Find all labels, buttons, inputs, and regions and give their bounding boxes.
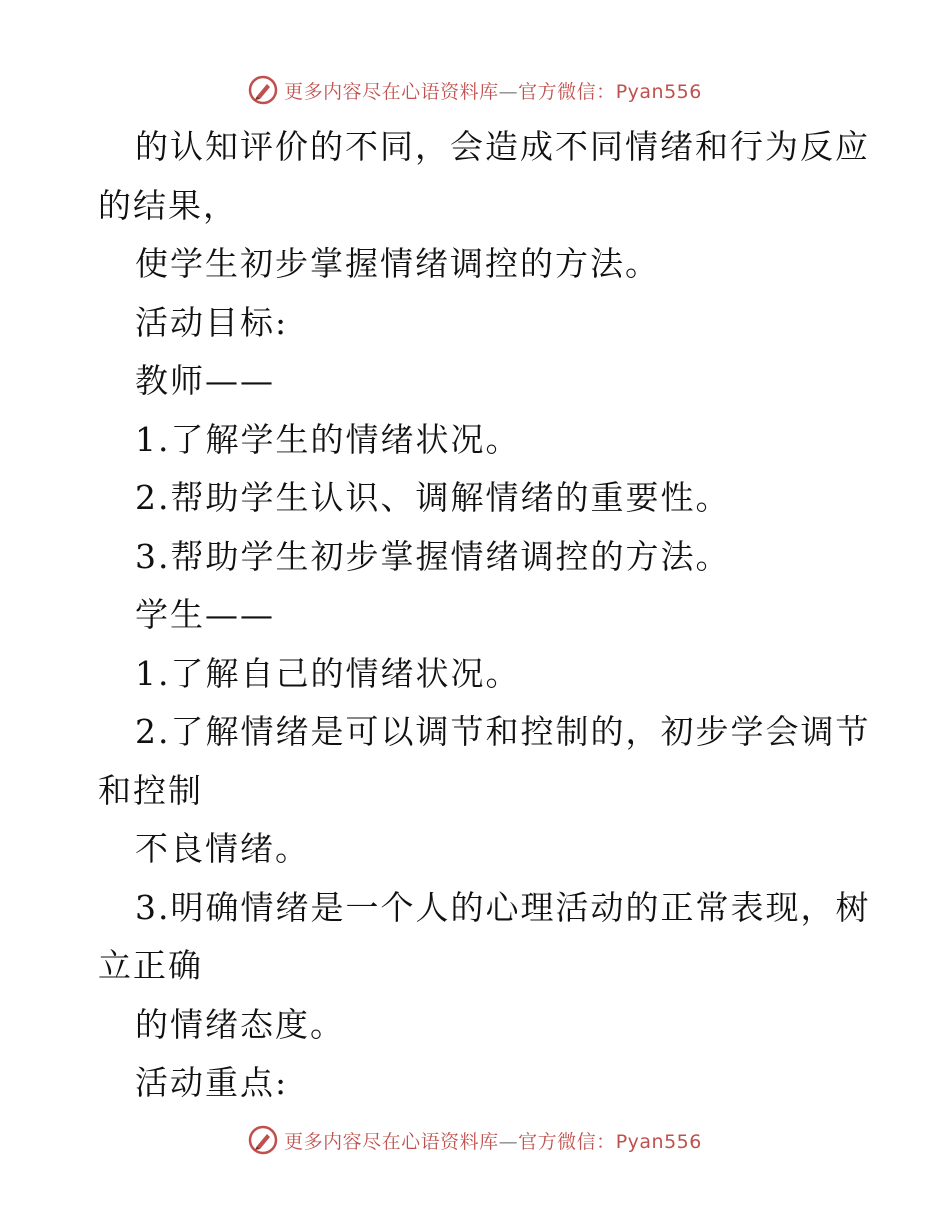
- text-line: 不良情绪。: [135, 829, 310, 868]
- footer-banner-text: [284, 1127, 702, 1154]
- pen-logo-icon: [248, 75, 278, 105]
- document-body: [98, 118, 871, 1113]
- text-line: 活动目标:: [135, 302, 289, 342]
- text-line: 3.明确情绪是一个人的心理活动的正常表现，树: [135, 887, 871, 927]
- text-line: 使学生初步掌握情绪调控的方法。: [135, 244, 660, 283]
- text-line: 1.了解自己的情绪状况。: [135, 653, 521, 693]
- text-line: 的结果，: [98, 185, 238, 225]
- banner-slogan: 更多内容尽在心语资料库: [284, 1130, 499, 1153]
- text-line: 活动重点:: [135, 1063, 289, 1102]
- banner-separator: —: [498, 80, 519, 103]
- banner-wechat-id: Pyan556: [615, 80, 702, 103]
- text-line: 3.帮助学生初步掌握情绪调控的方法。: [135, 536, 731, 576]
- banner-wechat-label: 官方微信：: [518, 1130, 616, 1153]
- banner-separator: —: [498, 1130, 519, 1153]
- text-line: 1.了解学生的情绪状况。: [135, 419, 521, 459]
- banner-slogan: 更多内容尽在心语资料库: [284, 80, 499, 103]
- header-banner-text: [284, 77, 702, 104]
- text-line: 的情绪态度。: [135, 1004, 345, 1044]
- banner-wechat-label: 官方微信：: [518, 80, 616, 103]
- text-line: 2.了解情绪是可以调节和控制的，初步学会调节: [135, 712, 871, 751]
- banner-wechat-id: Pyan556: [615, 1130, 702, 1153]
- header-banner: [0, 70, 950, 110]
- text-line: 2.帮助学生认识、调解情绪的重要性。: [135, 478, 731, 517]
- text-line: 学生——: [135, 595, 275, 634]
- text-line: 的认知评价的不同，会造成不同情绪和行为反应: [135, 127, 870, 166]
- footer-banner: [0, 1120, 950, 1160]
- text-line: 和控制: [98, 770, 203, 810]
- text-line: 立正确: [98, 946, 203, 985]
- text-line: 教师——: [135, 361, 275, 400]
- pen-logo-icon: [248, 1125, 278, 1155]
